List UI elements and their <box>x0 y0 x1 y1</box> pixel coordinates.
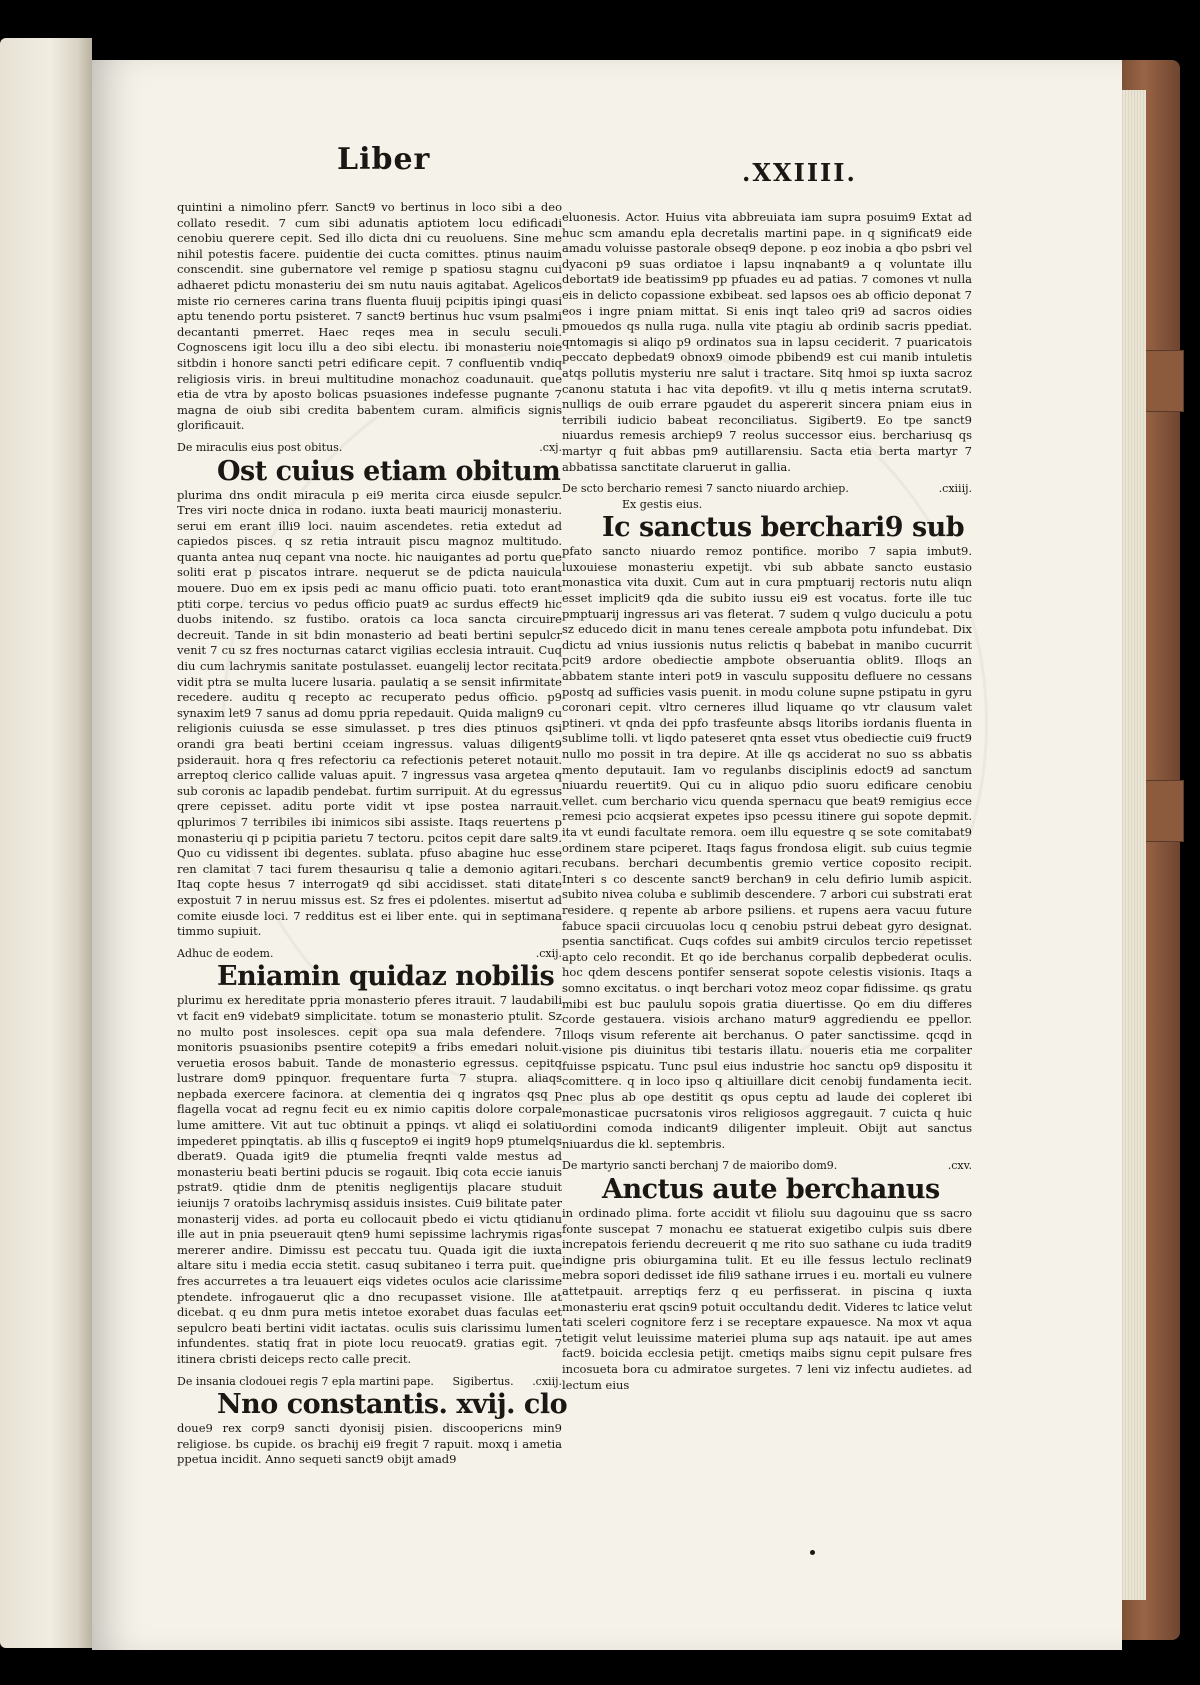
right-column <box>562 210 972 1393</box>
chapter-number: .cxiij. <box>532 1374 562 1388</box>
chapter-number: .cxij. <box>535 946 562 960</box>
facing-page <box>0 38 92 1648</box>
chapter-rubric <box>177 440 562 456</box>
rubric-title: De martyrio sancti berchanj 7 de maioribo dom9. <box>562 1159 838 1173</box>
cover-clasp <box>1142 780 1184 842</box>
ink-dot <box>810 1550 815 1555</box>
chapter-incipit: Ost cuius etiam obitum <box>217 455 561 487</box>
source-note: Sigibertus. <box>452 1374 514 1388</box>
running-head-left: Liber <box>337 142 431 177</box>
rubric-title: De scto berchario remesi 7 sancto niuardo archiep. <box>562 482 849 496</box>
paragraph: plurima dns ondit miracula p ei9 merita circa eiusde sepulcr. Tres viri nocte dnica in rodano. iuxta beati mauricij monasteriu. serui em erant illi9 loci. nauim ascendetes. retia extedut ad capiedos pisces. q sz retia intrauit piscu magnoz multitudo. quanta antea nuq cepant vna nocte. hic nauigantes ad portu que soliti erat p piscatos intrare. nequerut se de pdicta nauicula mouere. Duo em ex ipsis pedi ac manu officio puati. toto erant ptiti corpe. tercius vo pedus officio puat9 ac surdus effect9 hic duobs initendo. sz fustibo. oratois ca loca sancta circuire decreuit. Tande in sit bdin monasterio ad beati bertini sepulcr venit 7 cu sz fres nocturnas catarct vigilias ecclesia intrauit. Cuq diu cum lachrymis sanitate postulasset. euangelij lector recitata. vidit ptra se multa lucere lusaria. paulatiq a se sensit infirmitate recedere. auditu q recepto ac recuperato pedus officio. p9 synaxim let9 7 sanus ad domu ppria repedauit. Quida malign9 cu religionis cuiusda se esse simulasset. p tres dies ptinuos qsi orandi gra beati bertini cceiam ingressus. valuas diligent9 psiderauit. hora q fres refectoriu ca refectionis peteret notauit. arreptoq clerico callide valuas apuit. 7 ingressus vasa argetea q sub coronis ac lapadib pendebat. furtim surripuit. At du egressus qrere cepisset. aditu porte vidit vt ipse postea narrauit. qplurimos 7 terribiles ibi inimicos sibi assiste. Itaqs reuertens p monasteriu qi p pcipitia parietu 7 tectoru. pcitos cepit dare salt9. Quo cu vidissent ibi degentes. sublata. pfuso abagine huc esse ren clamitat 7 taci furem thesaurisu q talie a demonio agitari. Itaq copte hesus 7 interrogat9 qd sibi accidisset. stati ditate expostuit 7 in neruu missus est. Sz fres ei pdolentes. misertut ad comite eiusde loci. 7 redditus est ei liber ente. qui in septimana timmo supiuit. <box>177 487 562 939</box>
book-page <box>92 60 1122 1650</box>
folio-number: .XXIIII. <box>742 158 857 187</box>
cover-clasp <box>1142 350 1184 412</box>
rubric-title: Adhuc de eodem. <box>177 946 274 960</box>
paragraph: doue9 rex corp9 sancti dyonisij pisien. discoopericns min9 religiose. bs cupide. os brachij ei9 fregit 7 rapuit. moxq i ametia ppetua incidit. Anno sequeti sanct9 obijt amad9 <box>177 1421 562 1467</box>
chapter-rubric <box>177 1374 562 1390</box>
chapter-rubric <box>562 481 972 497</box>
page-edges <box>1120 90 1146 1600</box>
paragraph: in ordinado plima. forte accidit vt filiolu suu dagouinu que ss sacro fonte suscepat 7 monachu ee statuerat exigetibo culpis suis dbere increpatois feriendu decreuerit q me rito suo sathane cu iuda tradit9 indigne pris obiurgamina tulit. Et eu ille fessus lectulo reclinat9 mebra sopori dedisset ide fili9 sathane irrues i eu. mortali eu vulnere attetpauit. arreptiqs ferz q eu perfisserat. in piscina q iuxta monasteriu erat qscin9 potuit occultandu dedit. Videres tc latice velut tati sceleri cognitore ferz i se receptare expauesce. Na mox vt aqua tetigit velut leuissime materiei pluma sup aqs natauit. ipe aut ames fact9. boicida ecclesia petijt. cmetiqs maibs signu cepit pulsare fres incosueta bora cu admiratoe surgetes. 7 leni viz infectu audietes. ad lectum eius <box>562 1206 972 1392</box>
chapter-number: .cxv. <box>947 1159 972 1173</box>
chapter-number: .cxiiij. <box>938 482 972 496</box>
paragraph: plurimu ex hereditate ppria monasterio pferes itrauit. 7 laudabili vt facit en9 videbat9 simplicitate. totum se monasterio ptulit. Sz no multo post insolesces. cepit opa sua mala defendere. 7 monitoris psuasionibs psentire cotepit9 a fribs emedari noluit. veruetia erosos babuit. Tande de monasterio egressus. cepitq lustrare dom9 ppinquor. frequentare furta 7 stupra. aliaqs nepbada exercere facinora. at clementia dei q ingratos qsq p flagella vocat ad regnu fecit eu ex nimio capitis dolore corpale lume amittere. Vit aut tuc obtinuit a ppinqs. vt aliqd ei solatiu impederet ppinqtatis. ab illis q fuscepto9 ei ingit9 hop9 ptumelqs dberat9. Quada igit9 die ptumelia freqnti valde mestus ad monasteriu beati bertini pducis se rogauit. Ibiq cota eccie ianuis pstrat9. qtidie dnm de ptenitis negligentijs placare studuit ieiunijs 7 oratoibs lachrymisq assiduis insistes. Cui9 bilitate pater monasterij vides. ad porta eu collocauit pbedo ei victu qtidianu ille aut in pnia pseuerauit qten9 humi sepissime lachrymis rigas mererer andire. Dimissu est peccatu tuu. Quada igit die iuxta altare situ i media eccia stetit. casuq subitaneo i terra puit. que fres accurretes a tra leuauert eiqs videtes oculos acie clarissime ptendete. infrogauerut qlic a dno recupasset visione. Ille at dicebat. q eu dnm pura metis intetoe exorabet duas faculas eet sepulcro beati bertini vidit iactatas. oculis suis clarissimu lumen infundentes. statiq frat in piote locu reuocat9. gratias egit. 7 itinera cbristi deiceps recto calle precit. <box>177 993 562 1366</box>
chapter-incipit: Eniamin quidaz nobilis <box>217 961 555 993</box>
chapter-rubric <box>177 946 562 962</box>
rubric-title: De insania clodouei regis 7 epla martini pape. <box>177 1374 434 1388</box>
chapter-incipit: Nno constantis. xvij. clo <box>217 1389 568 1421</box>
source-note: Ex gestis eius. <box>622 497 703 511</box>
chapter-number: .cxj. <box>539 440 562 454</box>
left-column <box>177 200 568 1468</box>
rubric-title: De miraculis eius post obitus. <box>177 440 343 454</box>
chapter-incipit: Ic sanctus berchari9 sub <box>602 512 965 544</box>
paragraph: eluonesis. Actor. Huius vita abbreuiata iam supra posuim9 Extat ad huc scm amandu epla decretalis martini pape. in q significat9 eide amadu voluisse pastorale obseq9 depone. p eoz inobia a qbo psbri vel dyaconi p9 suas ordiatoe i lapsu inqnabant9 a q voluntate illu debortat9 ide beatissim9 pp pfuades eu ad patias. 7 comones vt nulla eis in delicto copassione exbibeat. sed lapsos oes ab officio deponat 7 eos i ingre pniam mittat. Si enis inqt taleo qri9 ad sacros oidies pmouedos qs nulla ruga. nulla vite ptagiu ab ordinib sacris ppediat. qntomagis si aliqo p9 ordinatos sua in lapsu ceciderit. 7 puaricatois peccato depbedat9 obnox9 oimode pbibend9 est cui manib intuletis atqs pollutis mysteriu nre salut i tractare. Sitq hmoi sp iuxta sacroz canonu statuta i hac vita depofit9. vt illu q metis interna scrutat9. nulliqs de ouib errare pgaudet du aspererit sincera pniam eius in terribili iudicio babeat reconciliatus. Sigibert9. Eo tpe sanct9 niuardus remesis archiep9 7 reolus successor eius. berchariusq qs martyr q fuit abbas pm9 autillarensiu. Sacta etia berta martyr 7 abbatissa sanctitate claruerut in gallia. <box>562 210 972 474</box>
paragraph: pfato sancto niuardo remoz pontifice. moribo 7 sapia imbut9. luxouiese monasteriu expetijt. vbi sub abbate sancto eustasio monastica vita duxit. Cum aut in cura pmptuarij rectoris nutu aliqn esset implicit9 qda die subito iussu ei9 est vocatus. forte ille tuc pmptuarij ingressus ari vas fleterat. 7 sudem q vulgo duciculu a potu sz educedo dicit in manu tenes cereale ampbota potu infundebat. Dix dictu ad vnius iussionis nutus relictis q babebat in manibo cucurrit pcit9 ardore obediectie ampbote obseruantia oblit9. Illoqs an abbatem stante interi pot9 in vasculu suppositu defluere no cessans postq ad sufficies vasis puenit. in modu colune supne pstipatu in gyru coronari cepit. vltro cerneres illud liquame qo vtr clausum valet ptineri. vt qnda dei ppfo trasfeunte absqs litoribs iordanis fluenta in sublime tolli. vt liqdo pateseret qnta esset vtus obediectie cui9 fruct9 nullo mo possit in tra depire. At ille qs acciderat no suo ss abbatis mento deputauit. Iam vo regulanbs disciplinis edoct9 ad sanctum niuardu reuertit9. Qui cu in aliquo pdio suoru edificare cenobiu vellet. cum berchario vicu quenda spernacu que beat9 remigius ecce remesi pcio acqsierat expetes ipso pcessu itinere gui sopote depmit. ita vt eundi facultate remora. oem illu equestre q se sote comitabat9 ordinem stare pciperet. Itaqs fagus frondosa eligit. sub cuius tegmie recubans. berchari decumbentis gremio vertice coposito recipit. Interi s co descente sanct9 berchan9 in celu defirio lumib aspicit. subito nivea coluba e sublimib descendere. 7 arbori cui substrati erat residere. q repente ab arbore psiliens. et rupens aera vacuu future fabuce spacii circuuolas locu q cenobiu pstrui debeat gyro designat. psentia sanctificat. Cuqs cofdes sui ambit9 circulos tercio repetisset apto celo recondit. Et qo ide berchanus corpalib depbederat oculis. hoc qdem descens pontifer senserat sopote celestis visionis. Itaqs a somno excitatus. o inqt berchari votoz meoz copar fidissime. qs gratu mibi est buc paululu sopois gratia diuertisse. Qo em diu differes corde gestauera. visiois archano matur9 aggrediendu ee ppellor. Illoqs visum referente ait berchanus. O pater sanctissime. qcqd in visione pis diuinitus tibi testaris illatu. noueris etia me corpaliter fuisse pspicatu. Tunc psul eius industrie hoc sanctu op9 dispositu it comittere. q in loco ipso q altiuillare dicit cenobij fundamenta iecit. nec plus ab ope destitit qs opus ceptu ad laude dei copleret ibi monasticae pucrsatonis viros religiosos aggregauit. 7 cuicta q huic ordini comoda indicant9 diligenter impleuit. Obijt aut sanctus niuardus die kl. septembris. <box>562 544 972 1151</box>
chapter-incipit: Anctus aute berchanus <box>602 1174 940 1206</box>
paragraph: quintini a nimolino pferr. Sanct9 vo bertinus in loco sibi a deo collato resedit. 7 cum sibi adunatis aptiotem locu edificadi cenobiu querere cepit. Sed illo dicta dni cu reuoluens. Sine me nihil potestis facere. puidentie dei cucta comittes. ptinus nauim conscendit. sine gubernatore vel remige p spatiosu stagnu cui adhaeret pdictu monasteriu dei sm nutu nauis agitabat. Agelicos miste rio cerneres carina trans fluenta fluuij pcipitis ipingi quasi aptu tenendo portu psisteret. 7 sanct9 bertinus huc vsum psalmi decantanti pmerret. Haec reqes mea in seculu seculi. Cognoscens igit locu illu a deo sibi electu. ibi monasteriu noie sitbdin i honore sancti petri edificare cepit. 7 confluentib vndiq religiosis viris. in breui multitudine monachoz coadunauit. que etia de vtra by aposto bolicas psuasiones indefesse pugnante 7 magna de oiub sibi credita babentem curam. almificis signis glorificauit. <box>177 200 562 433</box>
chapter-rubric <box>562 1158 972 1174</box>
